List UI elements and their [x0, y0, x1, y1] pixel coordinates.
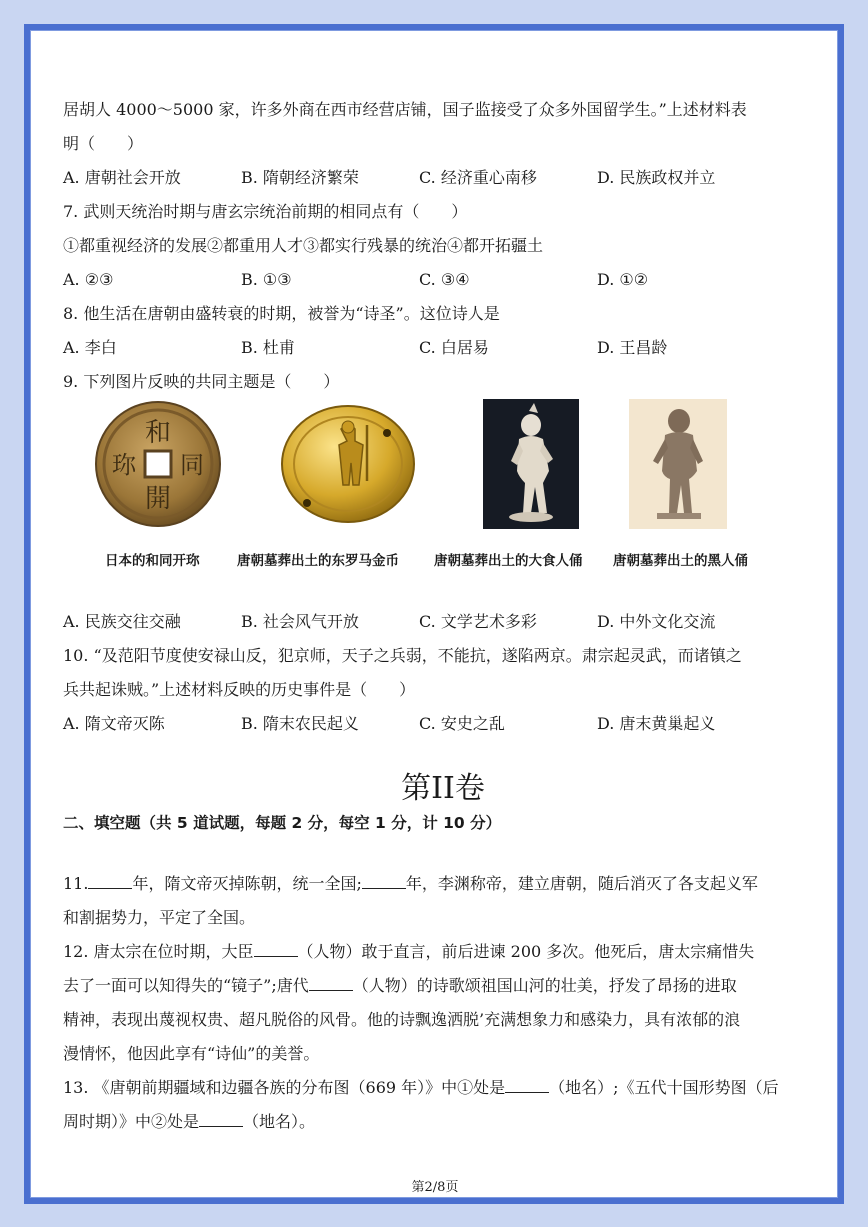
- q12-text-2b: （人物）的诗歌颂祖国山河的壮美，抒发了昂扬的进取: [352, 976, 737, 995]
- page-number: 第2/8页: [411, 1180, 459, 1195]
- q8-option-c[interactable]: C. 白居易: [419, 338, 489, 357]
- q11-line2: 和割据势力，平定了全国。: [63, 908, 256, 927]
- q13-blank-2[interactable]: [199, 1112, 243, 1127]
- q7-option-b[interactable]: B. ①③: [241, 270, 292, 289]
- q8-options: [63, 337, 823, 359]
- document-page: [30, 30, 838, 1198]
- q13-line1: [63, 1077, 779, 1099]
- q12-text-1b: （人物）敢于直言，前后进谏 200 多次。他死后，唐太宗痛惜失: [297, 942, 755, 961]
- q10-stem-line2: 兵共起诛贼。”上述材料反映的历史事件是（ ）: [63, 680, 416, 699]
- q6-stem-line1: 居胡人 4000～5000 家，许多外商在西市经营店铺，国子监接受了众多外国留学生。”上述材料表: [63, 100, 747, 119]
- caption-dashi-figurine: 唐朝墓葬出土的大食人俑: [434, 553, 583, 569]
- q7-option-a[interactable]: A. ②③: [63, 270, 114, 289]
- q6-option-b[interactable]: B. 隋朝经济繁荣: [241, 168, 359, 187]
- q6-stem-line2: 明（ ）: [63, 134, 144, 153]
- q10-option-b[interactable]: B. 隋末农民起义: [241, 714, 359, 733]
- q9-stem: 9. 下列图片反映的共同主题是（ ）: [63, 372, 340, 391]
- q12-text-1a: 12. 唐太宗在位时期，大臣: [63, 942, 254, 961]
- q8-option-a[interactable]: A. 李白: [63, 338, 117, 357]
- q6-option-c[interactable]: C. 经济重心南移: [419, 168, 537, 187]
- q10-option-a[interactable]: A. 隋文帝灭陈: [63, 714, 165, 733]
- q9-options: [63, 611, 823, 633]
- section-heading: 二、填空题（共 5 道试题，每题 2 分，每空 1 分，计 10 分）: [63, 814, 502, 832]
- q6-option-a[interactable]: A. 唐朝社会开放: [63, 168, 181, 187]
- q9-figures: [63, 399, 823, 579]
- q12-line3: 精神，表现出蔑视权贵、超凡脱俗的风骨。他的诗飘逸洒脱’充满想象力和感染力，具有浓郁的浪: [63, 1010, 741, 1029]
- caption-black-figurine: 唐朝墓葬出土的黑人俑: [613, 553, 748, 569]
- q9-option-d[interactable]: D. 中外文化交流: [597, 612, 716, 631]
- q13-text-2a: 周时期）》中②处是: [63, 1112, 200, 1131]
- q12-line4: 漫情怀，他因此享有“诗仙”的美誉。: [63, 1044, 320, 1063]
- dashi-figurine-image: [483, 399, 579, 529]
- q13-text-1b: （地名）;《五代十国形势图（后: [549, 1078, 779, 1097]
- coin-char-top: 和: [144, 418, 172, 448]
- q10-option-d[interactable]: D. 唐末黄巢起义: [597, 714, 716, 733]
- black-figurine-image: [629, 399, 727, 529]
- q9-option-a[interactable]: A. 民族交往交融: [63, 612, 181, 631]
- q11-number: 11.: [63, 874, 89, 893]
- q11-line1: [63, 873, 758, 895]
- wado-coin-image: [93, 399, 223, 529]
- q13-blank-1[interactable]: [505, 1078, 549, 1093]
- q9-option-b[interactable]: B. 社会风气开放: [241, 612, 359, 631]
- q13-text-1a: 13. 《唐朝前期疆域和边疆各族的分布图（669 年）》中①处是: [63, 1078, 506, 1097]
- coin-char-left: 珎: [112, 451, 136, 479]
- q11-blank-2[interactable]: [362, 874, 406, 889]
- q8-option-b[interactable]: B. 杜甫: [241, 338, 295, 357]
- coin-char-right: 同: [180, 451, 204, 479]
- q7-items: ①都重视经济的发展②都重用人才③都实行残暴的统治④都开拓疆土: [63, 236, 544, 255]
- section-title: 第II卷: [401, 771, 485, 806]
- q6-options: [63, 167, 823, 189]
- q10-options: [63, 713, 823, 735]
- q9-option-c[interactable]: C. 文学艺术多彩: [419, 612, 537, 631]
- q13-text-2b: （地名）。: [243, 1112, 316, 1131]
- q12-line2: [63, 975, 737, 997]
- q12-blank-2[interactable]: [309, 976, 353, 991]
- q7-option-c[interactable]: C. ③④: [419, 270, 470, 289]
- caption-wado-coin: 日本的和同开珎: [105, 553, 200, 569]
- q13-line2: [63, 1111, 315, 1133]
- q11-text-2: 年，李渊称帝，建立唐朝，随后消灭了各支起义军: [405, 874, 758, 893]
- q12-text-2a: 去了一面可以知得失的“镜子”;唐代: [63, 976, 309, 995]
- q11-blank-1[interactable]: [88, 874, 132, 889]
- q12-line1: [63, 941, 754, 963]
- coin-char-bottom: 開: [144, 484, 172, 514]
- q7-options: [63, 269, 823, 291]
- q10-stem-line1: 10. “及范阳节度使安禄山反，犯京师，天子之兵弱，不能抗，遂陷两京。肃宗起灵武，而诸镇之: [63, 646, 742, 665]
- q10-option-c[interactable]: C. 安史之乱: [419, 714, 505, 733]
- q7-stem: 7. 武则天统治时期与唐玄宗统治前期的相同点有（ ）: [63, 202, 468, 221]
- byzantine-gold-coin-image: [279, 399, 417, 529]
- q7-option-d[interactable]: D. ①②: [597, 270, 649, 289]
- q6-option-d[interactable]: D. 民族政权并立: [597, 168, 716, 187]
- q12-blank-1[interactable]: [254, 942, 298, 957]
- q8-stem: 8. 他生活在唐朝由盛转衰的时期，被誉为“诗圣”。这位诗人是: [63, 304, 500, 323]
- caption-gold-coin: 唐朝墓葬出土的东罗马金币: [237, 553, 399, 569]
- q11-text-1: 年，隋文帝灭掉陈朝，统一全国;: [132, 874, 362, 893]
- q8-option-d[interactable]: D. 王昌龄: [597, 338, 668, 357]
